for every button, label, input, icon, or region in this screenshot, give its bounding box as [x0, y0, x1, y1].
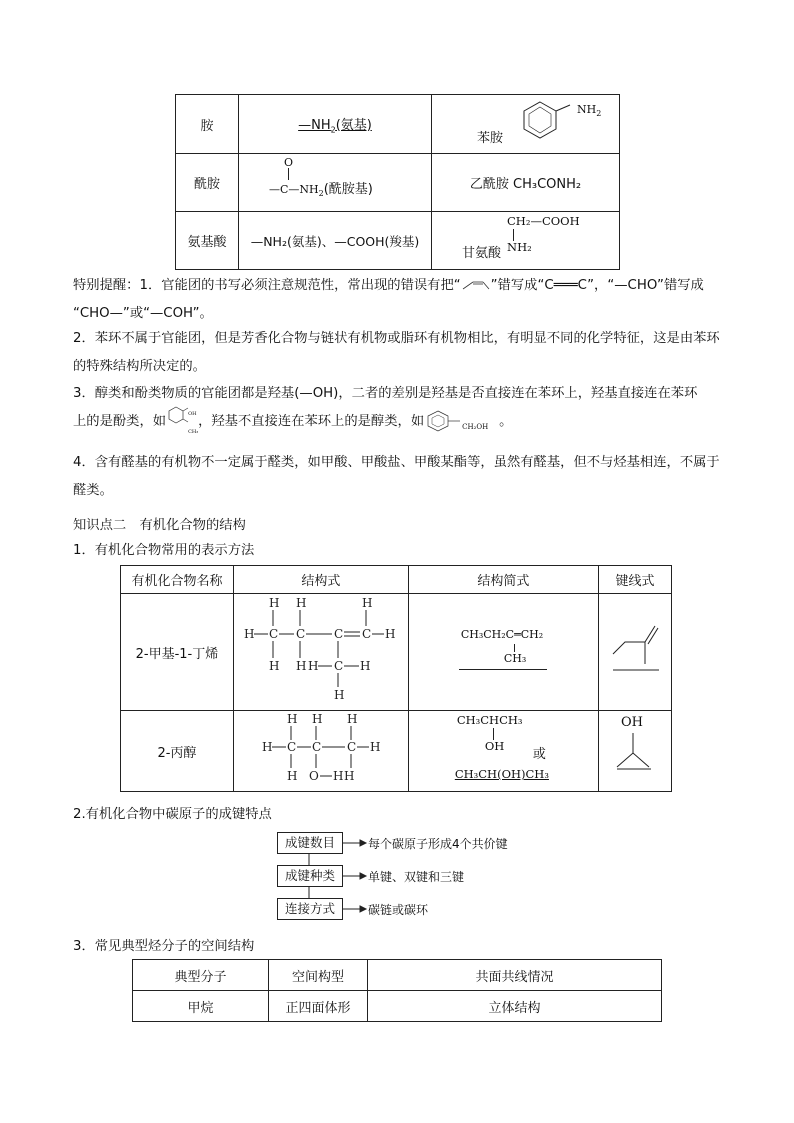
svg-text:H: H [295, 659, 307, 673]
header-cell: 有机化合物名称 [121, 566, 234, 594]
svg-text:H: H [384, 627, 396, 641]
svg-text:H: H [346, 712, 358, 726]
subsection-title-1: 1．有机化合物常用的表示方法 [73, 543, 255, 558]
condensed-formula-cell: CH₃CHCH₃ OH 或 CH₃CH(OH)CH₃ [408, 711, 598, 792]
header-cell: 结构式 [233, 566, 408, 594]
svg-text:O: O [308, 769, 319, 783]
svg-text:H: H [311, 712, 323, 726]
compound-name-cell: 2-丙醇 [121, 711, 234, 792]
skeletal-formula-cell [599, 594, 672, 711]
svg-text:H: H [286, 769, 298, 783]
flow-connectors [305, 853, 315, 933]
note-2: 2．苯环不属于官能团，但是芳香化合物与链状有机物或脂环有机物相比，有明显不同的化学特征，这是由苯环的特殊结构所决定的。 [73, 331, 720, 374]
subsection-title-3: 3．常见典型烃分子的空间结构 [73, 939, 255, 954]
svg-text:C: C [361, 627, 372, 641]
aniline-structure [502, 97, 622, 152]
subsection-title-2: 2.有机化合物中碳原子的成键特点 [73, 807, 272, 822]
structural-formula-cell [233, 711, 408, 792]
svg-text:H: H [268, 596, 280, 610]
flow-box-bond-type: 成键种类 [277, 865, 343, 887]
svg-text:H: H [343, 769, 355, 783]
svg-text:H: H [359, 659, 371, 673]
svg-text:C: C [286, 740, 297, 754]
functional-group-cell: O $—C—NH_2$(酰胺基) [239, 154, 432, 212]
table-cell: 正四面体形 [269, 991, 368, 1022]
example-cell: 乙酰胺 CH₃CONH₂ [432, 154, 620, 212]
functional-group-cell: —NH₂(氨基)、—COOH(羧基) [239, 212, 432, 270]
section-title: 知识点二 有机化合物的结构 [73, 518, 246, 533]
svg-text:H: H [286, 712, 298, 726]
class-name-cell: 酰胺 [176, 154, 239, 212]
table-cell: 立体结构 [368, 991, 662, 1022]
svg-text:H: H [307, 659, 319, 673]
svg-text:C: C [311, 740, 322, 754]
flow-text-bond-count: 每个碳原子形成4个共价键 [368, 837, 508, 851]
svg-text:H: H [261, 740, 273, 754]
representation-table [120, 565, 672, 792]
header-cell: 典型分子 [133, 960, 269, 991]
header-cell: 空间构型 [269, 960, 368, 991]
compound-name-cell: 2-甲基-1-丁烯 [121, 594, 234, 711]
svg-text:H: H [332, 769, 344, 783]
example-cell: $NH_2$ 苯胺 [432, 95, 620, 154]
svg-text:H: H [369, 740, 381, 754]
table-cell: 甲烷 [133, 991, 269, 1022]
2-methyl-1-butene-structural-formula [234, 594, 406, 710]
structural-formula-cell [233, 594, 408, 711]
class-name-cell: 氨基酸 [176, 212, 239, 270]
svg-text:C: C [333, 659, 344, 673]
svg-text:C: C [333, 627, 344, 641]
condensed-formula-cell: CH₃CH₂C═CH₂ CH₃ [408, 594, 598, 711]
svg-text:C: C [295, 627, 306, 641]
double-bond-icon [461, 278, 491, 292]
note-3: 3．醇类和酚类物质的官能团都是羟基(—OH)，二者的差别是羟基是否直接连在苯环上，羟基直接连在苯环 上的是酚类，如 OH CH₃ ，羟基不直接连在苯环上的是醇类，如 CH₂OH 。 [73, 386, 698, 435]
hydrocarbon-structure-table [132, 959, 662, 1022]
header-cell: 键线式 [599, 566, 672, 594]
note-4: 4．含有醛基的有机物不一定属于醛类，如甲酸、甲酸盐、甲酸某酯等，虽然有醛基，但不与烃基相连，不属于醛类。 [73, 455, 720, 498]
svg-text:H: H [295, 596, 307, 610]
svg-text:H: H [361, 596, 373, 610]
note-1: 特别提醒：1．官能团的书写必须注意规范性，常出现的错误有把“ ”错写成“C═══C”，“—CHO”错写成 “CHO—”或“—COH”。 [73, 278, 704, 321]
flow-text-bond-type: 单键、双键和三键 [368, 870, 465, 884]
svg-text:H: H [268, 659, 280, 673]
example-cell: CH₂—COOH 甘氨酸 NH₂ [432, 212, 620, 270]
svg-text:C: C [346, 740, 357, 754]
header-cell: 结构简式 [408, 566, 598, 594]
header-cell: 共面共线情况 [368, 960, 662, 991]
2-methyl-1-butene-skeletal [599, 594, 671, 710]
skeletal-formula-cell: OH [599, 711, 672, 792]
flow-box-connection: 连接方式 [277, 898, 343, 920]
class-name-cell: 胺 [176, 95, 239, 154]
flow-box-bond-count: 成键数目 [277, 832, 343, 854]
2-propanol-structural-formula [234, 711, 406, 791]
svg-text:C: C [268, 627, 279, 641]
svg-text:H: H [333, 688, 345, 702]
flow-text-connection: 碳链或碳环 [368, 903, 429, 917]
svg-text:H: H [243, 627, 255, 641]
functional-group-table [175, 94, 620, 270]
functional-group-cell: $—NH_2$(氨基) [239, 95, 432, 154]
